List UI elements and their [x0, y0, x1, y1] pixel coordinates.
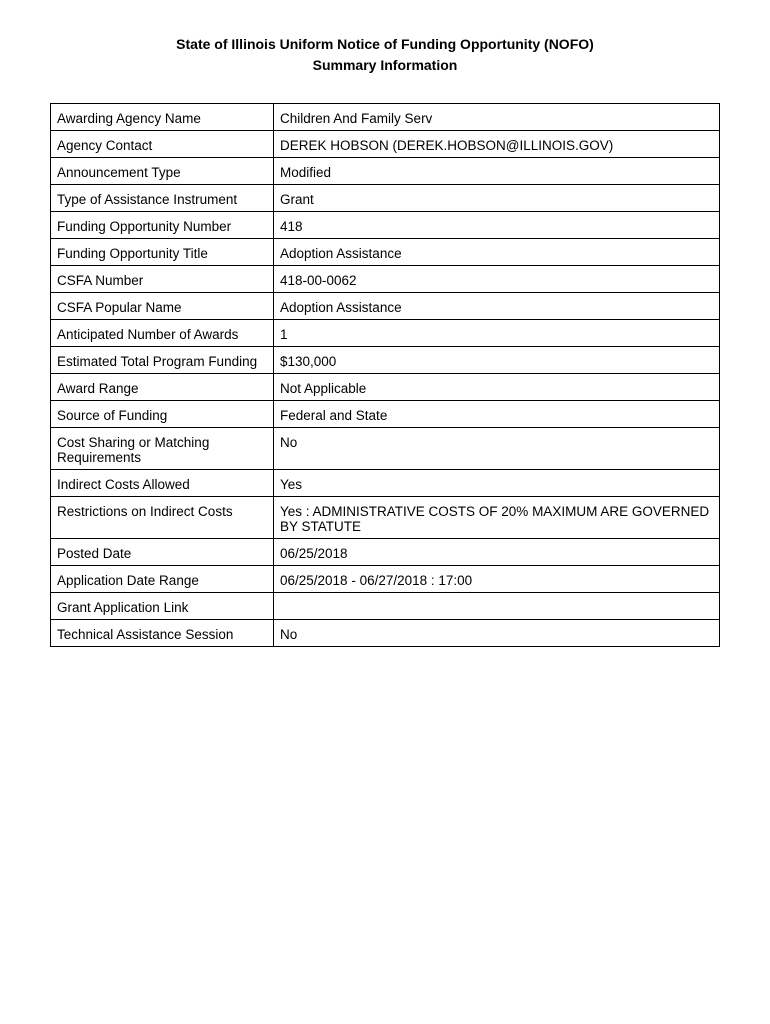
table-row — [51, 566, 720, 593]
row-value: $130,000 — [274, 347, 720, 374]
row-value: 1 — [274, 320, 720, 347]
row-value: Adoption Assistance — [274, 239, 720, 266]
row-label: CSFA Popular Name — [51, 293, 274, 320]
table-row — [51, 131, 720, 158]
row-value: 06/25/2018 — [274, 539, 720, 566]
table-row — [51, 401, 720, 428]
row-value — [274, 593, 720, 620]
row-label: Agency Contact — [51, 131, 274, 158]
row-value: Modified — [274, 158, 720, 185]
table-row — [51, 539, 720, 566]
table-row — [51, 347, 720, 374]
row-label: Funding Opportunity Number — [51, 212, 274, 239]
row-value: Adoption Assistance — [274, 293, 720, 320]
row-value: Children And Family Serv — [274, 104, 720, 131]
table-row — [51, 374, 720, 401]
table-row — [51, 104, 720, 131]
row-label: Technical Assistance Session — [51, 620, 274, 647]
row-label: Indirect Costs Allowed — [51, 470, 274, 497]
row-value: 06/25/2018 - 06/27/2018 : 17:00 — [274, 566, 720, 593]
table-row — [51, 239, 720, 266]
table-row — [51, 620, 720, 647]
row-label: Award Range — [51, 374, 274, 401]
table-row — [51, 293, 720, 320]
row-value: 418 — [274, 212, 720, 239]
row-value: 418-00-0062 — [274, 266, 720, 293]
row-label: Application Date Range — [51, 566, 274, 593]
row-value: Yes : ADMINISTRATIVE COSTS OF 20% MAXIMUM ARE GOVERNED BY STATUTE — [274, 497, 720, 539]
row-value: Federal and State — [274, 401, 720, 428]
row-label: Source of Funding — [51, 401, 274, 428]
row-value: DEREK HOBSON (DEREK.HOBSON@ILLINOIS.GOV) — [274, 131, 720, 158]
row-label: Funding Opportunity Title — [51, 239, 274, 266]
row-value: No — [274, 428, 720, 470]
table-row — [51, 212, 720, 239]
row-label: Estimated Total Program Funding — [51, 347, 274, 374]
document-title: State of Illinois Uniform Notice of Funding Opportunity (NOFO) — [176, 36, 594, 52]
row-label: Restrictions on Indirect Costs — [51, 497, 274, 539]
row-label: Posted Date — [51, 539, 274, 566]
row-label: Announcement Type — [51, 158, 274, 185]
document-subtitle: Summary Information — [312, 57, 458, 73]
table-row — [51, 497, 720, 539]
row-value: Not Applicable — [274, 374, 720, 401]
row-label: Anticipated Number of Awards — [51, 320, 274, 347]
row-label: Awarding Agency Name — [51, 104, 274, 131]
row-label: Cost Sharing or Matching Requirements — [51, 428, 274, 470]
table-row — [51, 158, 720, 185]
row-label: Grant Application Link — [51, 593, 274, 620]
table-row — [51, 470, 720, 497]
table-row — [51, 320, 720, 347]
table-row — [51, 593, 720, 620]
row-value: No — [274, 620, 720, 647]
table-row — [51, 428, 720, 470]
row-value: Yes — [274, 470, 720, 497]
row-label: Type of Assistance Instrument — [51, 185, 274, 212]
table-row — [51, 185, 720, 212]
row-label: CSFA Number — [51, 266, 274, 293]
summary-table — [50, 103, 720, 647]
table-row — [51, 266, 720, 293]
row-value: Grant — [274, 185, 720, 212]
